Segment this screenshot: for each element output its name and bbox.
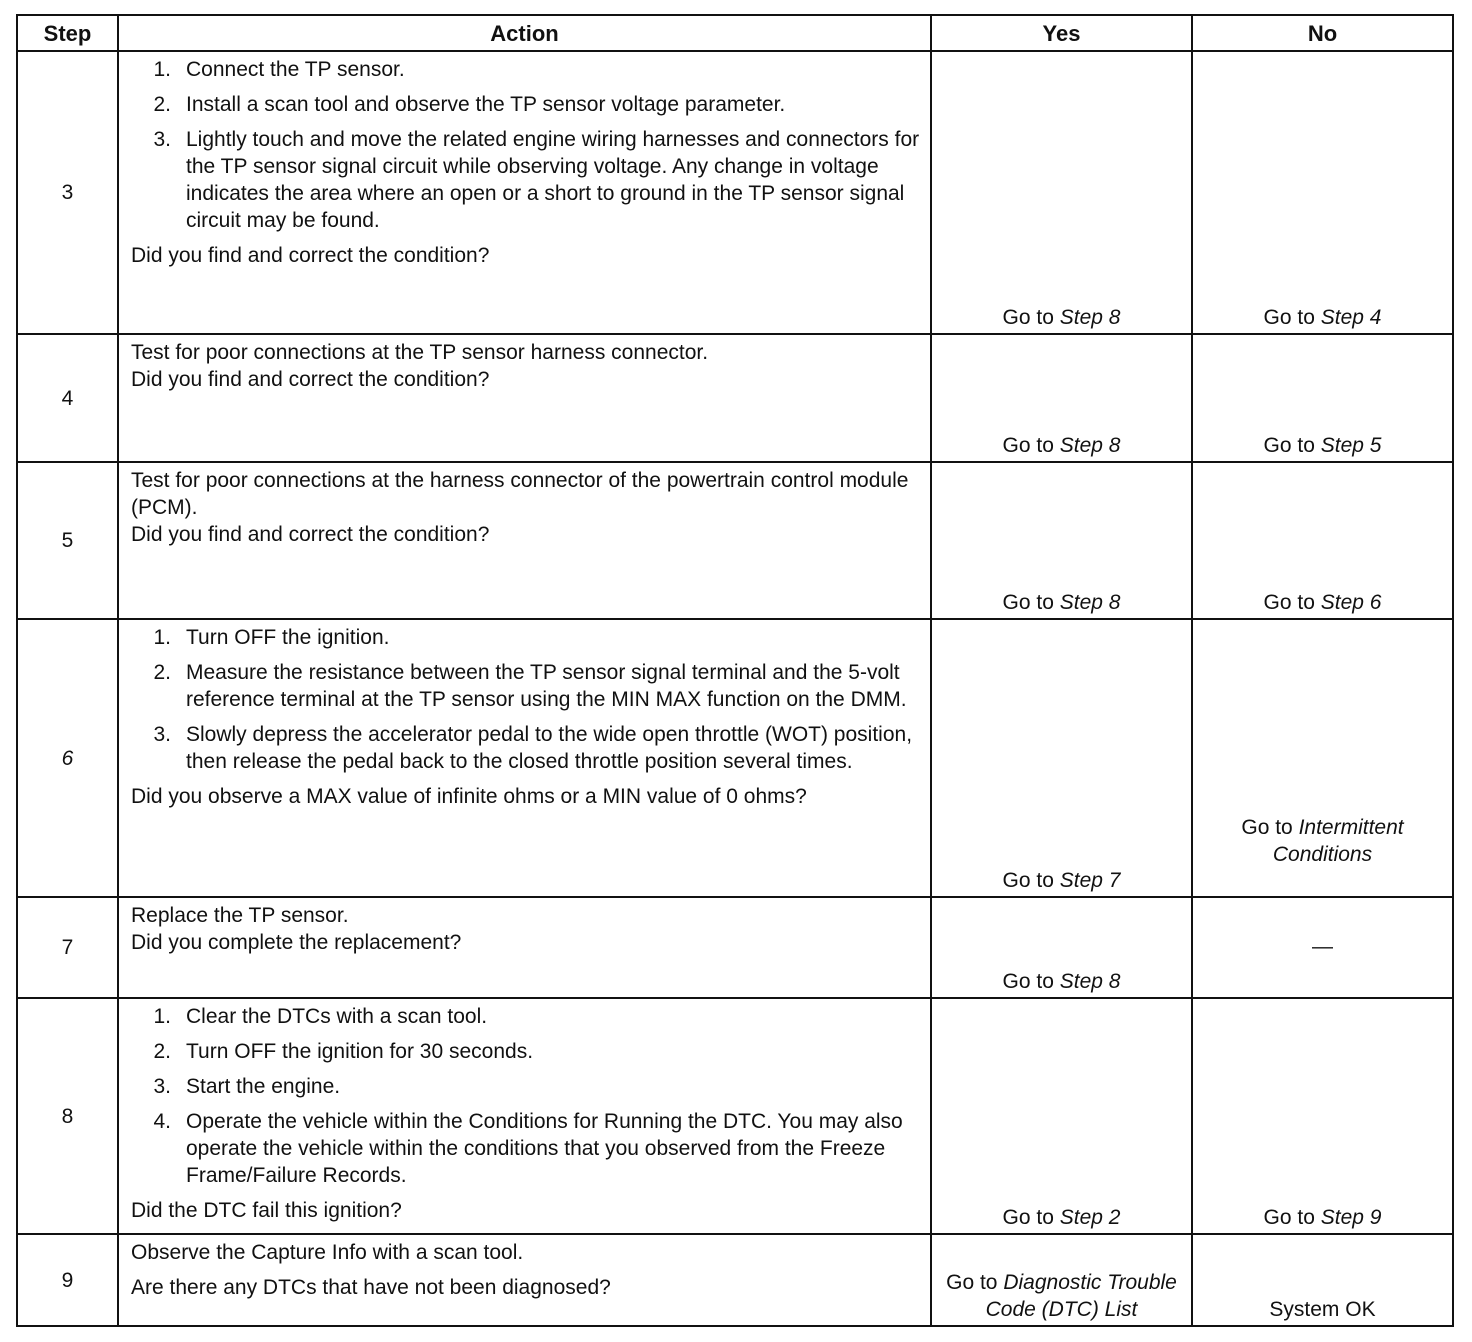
header-action: Action xyxy=(118,15,931,51)
header-step: Step xyxy=(17,15,118,51)
list-item: 1. Turn OFF the ignition. xyxy=(153,626,390,649)
table-row-step-8 xyxy=(17,998,1453,1234)
action-text: Test for poor connections at the TP sensor harness connector. xyxy=(131,341,709,364)
table-row-step-9 xyxy=(17,1234,1453,1326)
yes-target: Step 7 xyxy=(1059,869,1121,892)
yes-target: Step 8 xyxy=(1059,306,1121,329)
yes-target: Step 2 xyxy=(1059,1206,1121,1229)
list-item: 1. Connect the TP sensor. xyxy=(153,58,405,81)
header-no: No xyxy=(1192,15,1453,51)
no-cell: Go to Intermittent Conditions xyxy=(1192,619,1453,897)
list-item: 2. Install a scan tool and observe the TP sensor voltage parameter. xyxy=(153,93,786,116)
list-item: 3. Start the engine. xyxy=(153,1075,341,1098)
action-cell xyxy=(118,334,931,462)
no-cell: Go to Step 5 xyxy=(1192,334,1453,462)
action-list xyxy=(131,624,922,783)
no-target: Step 4 xyxy=(1320,306,1382,329)
yes-cell: Go to Step 8 xyxy=(931,462,1192,619)
header-yes: Yes xyxy=(931,15,1192,51)
step-number: 4 xyxy=(17,334,118,462)
diagnostic-procedure-table xyxy=(16,14,1454,1327)
yes-target: Step 8 xyxy=(1059,970,1121,993)
table-row-step-7 xyxy=(17,897,1453,998)
list-item: 1. Clear the DTCs with a scan tool. xyxy=(153,1005,488,1028)
no-target: Step 6 xyxy=(1320,591,1382,614)
action-cell xyxy=(118,619,931,897)
no-target: Step 9 xyxy=(1320,1206,1382,1229)
question-text: Did you find and correct the condition? xyxy=(131,368,490,391)
yes-cell: Go to Step 7 xyxy=(931,619,1192,897)
list-item: 2. Measure the resistance between the TP sensor signal terminal and the 5-volt reference terminal at the TP sensor using the MIN MAX function on the DMM. xyxy=(153,661,907,711)
list-item: 2. Turn OFF the ignition for 30 seconds. xyxy=(153,1040,534,1063)
step-number: 7 xyxy=(17,897,118,998)
table-row-step-4 xyxy=(17,334,1453,462)
yes-cell: Go to Step 2 xyxy=(931,998,1192,1234)
header-row xyxy=(17,15,1453,51)
list-item: 3. Lightly touch and move the related engine wiring harnesses and connectors for the TP sensor signal circuit while observing voltage. Any change in voltage indicates the area where an open or a short to ground in the TP sensor signal circuit may be found. xyxy=(153,128,920,232)
table-row-step-5 xyxy=(17,462,1453,619)
no-target: Step 5 xyxy=(1320,434,1382,457)
yes-cell: Go to Step 8 xyxy=(931,897,1192,998)
action-text: Replace the TP sensor. xyxy=(131,904,349,927)
yes-target: Diagnostic Trouble Code (DTC) List xyxy=(985,1271,1177,1321)
question-text: Are there any DTCs that have not been diagnosed? xyxy=(131,1276,611,1299)
action-cell xyxy=(118,897,931,998)
no-cell: Go to Step 4 xyxy=(1192,51,1453,334)
action-list xyxy=(131,1003,922,1197)
table-row-step-6 xyxy=(17,619,1453,897)
question-text: Did you find and correct the condition? xyxy=(131,244,490,267)
step-number: 3 xyxy=(17,51,118,334)
step-number: 5 xyxy=(17,462,118,619)
no-cell: — xyxy=(1192,897,1453,998)
yes-target: Step 8 xyxy=(1059,434,1121,457)
no-cell: Go to Step 6 xyxy=(1192,462,1453,619)
action-list xyxy=(131,56,922,242)
no-target: Intermittent Conditions xyxy=(1272,816,1404,866)
table-row-step-3 xyxy=(17,51,1453,334)
action-cell xyxy=(118,1234,931,1326)
list-item: 4. Operate the vehicle within the Conditions for Running the DTC. You may also operate the vehicle within the conditions that you observed from the Freeze Frame/Failure Records. xyxy=(153,1110,903,1187)
action-text: Observe the Capture Info with a scan tool. xyxy=(131,1241,524,1264)
no-cell: System OK xyxy=(1192,1234,1453,1326)
action-cell xyxy=(118,462,931,619)
yes-cell: Go to Step 8 xyxy=(931,51,1192,334)
action-cell xyxy=(118,998,931,1234)
yes-cell: Go to Diagnostic Trouble Code (DTC) List xyxy=(931,1234,1192,1326)
step-number: 6 xyxy=(17,619,118,897)
step-number: 9 xyxy=(17,1234,118,1326)
question-text: Did you find and correct the condition? xyxy=(131,523,490,546)
question-text: Did you observe a MAX value of infinite ohms or a MIN value of 0 ohms? xyxy=(131,785,807,808)
no-cell: Go to Step 9 xyxy=(1192,998,1453,1234)
action-cell xyxy=(118,51,931,334)
yes-cell: Go to Step 8 xyxy=(931,334,1192,462)
action-text: Test for poor connections at the harness connector of the powertrain control module (PCM). xyxy=(131,469,909,519)
list-item: 3. Slowly depress the accelerator pedal to the wide open throttle (WOT) position, then release the pedal back to the closed throttle position several times. xyxy=(153,723,913,773)
yes-target: Step 8 xyxy=(1059,591,1121,614)
question-text: Did the DTC fail this ignition? xyxy=(131,1199,402,1222)
step-number: 8 xyxy=(17,998,118,1234)
question-text: Did you complete the replacement? xyxy=(131,931,462,954)
